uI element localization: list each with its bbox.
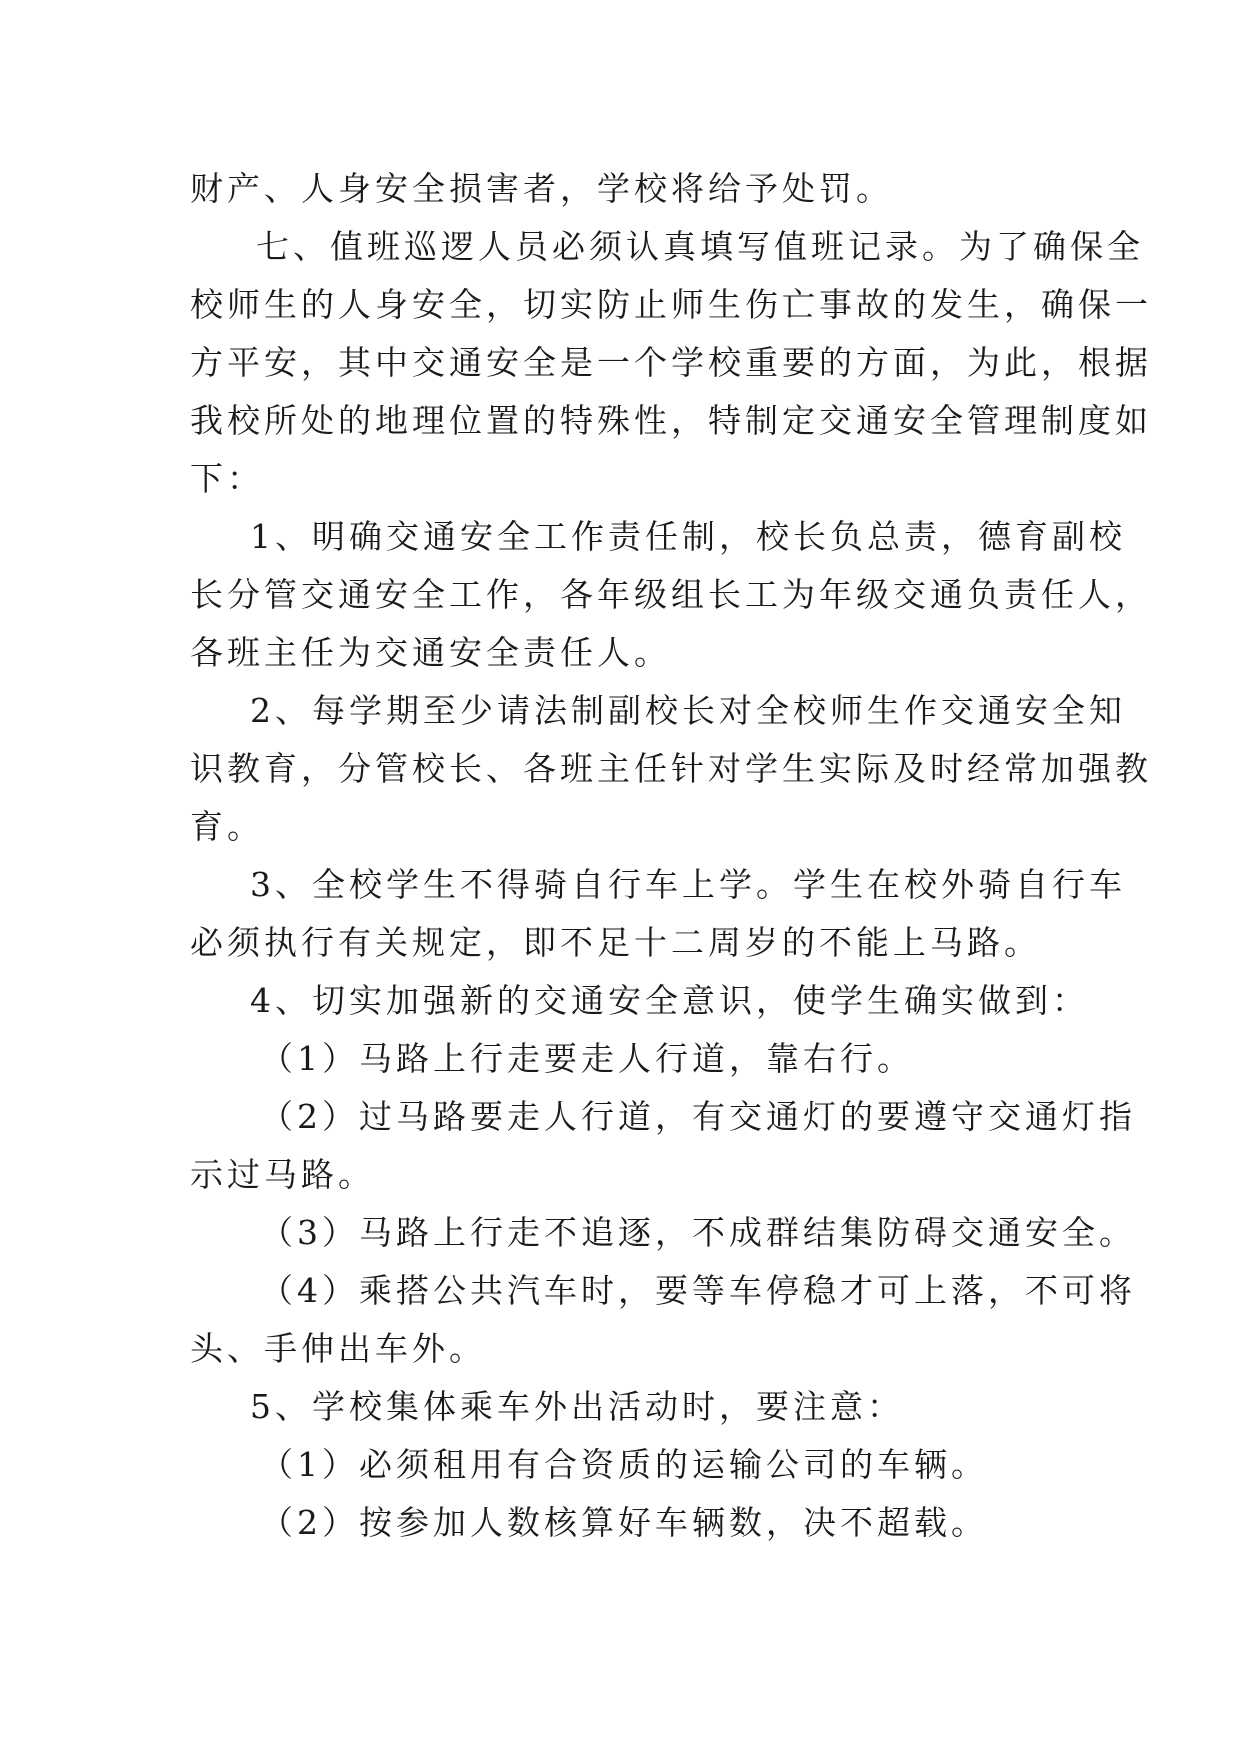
- text-line: （4）乘搭公共汽车时，要等车停稳才可上落，不可将: [260, 1271, 1136, 1310]
- text-line: 校师生的人身安全，切实防止师生伤亡事故的发生，确保一: [190, 285, 1152, 324]
- text-line: 七、值班巡逻人员必须认真填写值班记录。为了确保全: [256, 227, 1144, 266]
- text-line: 育。: [190, 807, 264, 846]
- text-line: （1）必须租用有合资质的运输公司的车辆。: [260, 1445, 988, 1484]
- text-line: 2、每学期至少请法制副校长对全校师生作交通安全知: [250, 691, 1126, 730]
- text-line: （2）过马路要走人行道，有交通灯的要遵守交通灯指: [260, 1097, 1136, 1136]
- text-line: 示过马路。: [190, 1155, 375, 1194]
- text-line: 识教育，分管校长、各班主任针对学生实际及时经常加强教: [190, 749, 1152, 788]
- text-line: 1、明确交通安全工作责任制，校长负总责，德育副校: [250, 517, 1126, 556]
- text-line: 各班主任为交通安全责任人。: [190, 633, 671, 672]
- text-line: 3、全校学生不得骑自行车上学。学生在校外骑自行车: [250, 865, 1126, 904]
- text-line: 长分管交通安全工作，各年级组长工为年级交通负责任人，: [190, 575, 1152, 614]
- text-line: （1）马路上行走要走人行道，靠右行。: [260, 1039, 914, 1078]
- text-line: 财产、人身安全损害者，学校将给予处罚。: [190, 169, 893, 208]
- text-line: 5、学校集体乘车外出活动时，要注意：: [250, 1387, 904, 1426]
- text-line: 必须执行有关规定，即不足十二周岁的不能上马路。: [190, 923, 1041, 962]
- text-line: （2）按参加人数核算好车辆数，决不超载。: [260, 1503, 988, 1542]
- text-line: 下：: [190, 459, 264, 498]
- text-line: （3）马路上行走不追逐，不成群结集防碍交通安全。: [260, 1213, 1136, 1252]
- text-line: 头、手伸出车外。: [190, 1329, 486, 1368]
- text-line: 方平安，其中交通安全是一个学校重要的方面，为此，根据: [190, 343, 1152, 382]
- text-line: 我校所处的地理位置的特殊性，特制定交通安全管理制度如: [190, 401, 1152, 440]
- body-text: [190, 160, 1152, 1552]
- text-line: 4、切实加强新的交通安全意识，使学生确实做到：: [250, 981, 1089, 1020]
